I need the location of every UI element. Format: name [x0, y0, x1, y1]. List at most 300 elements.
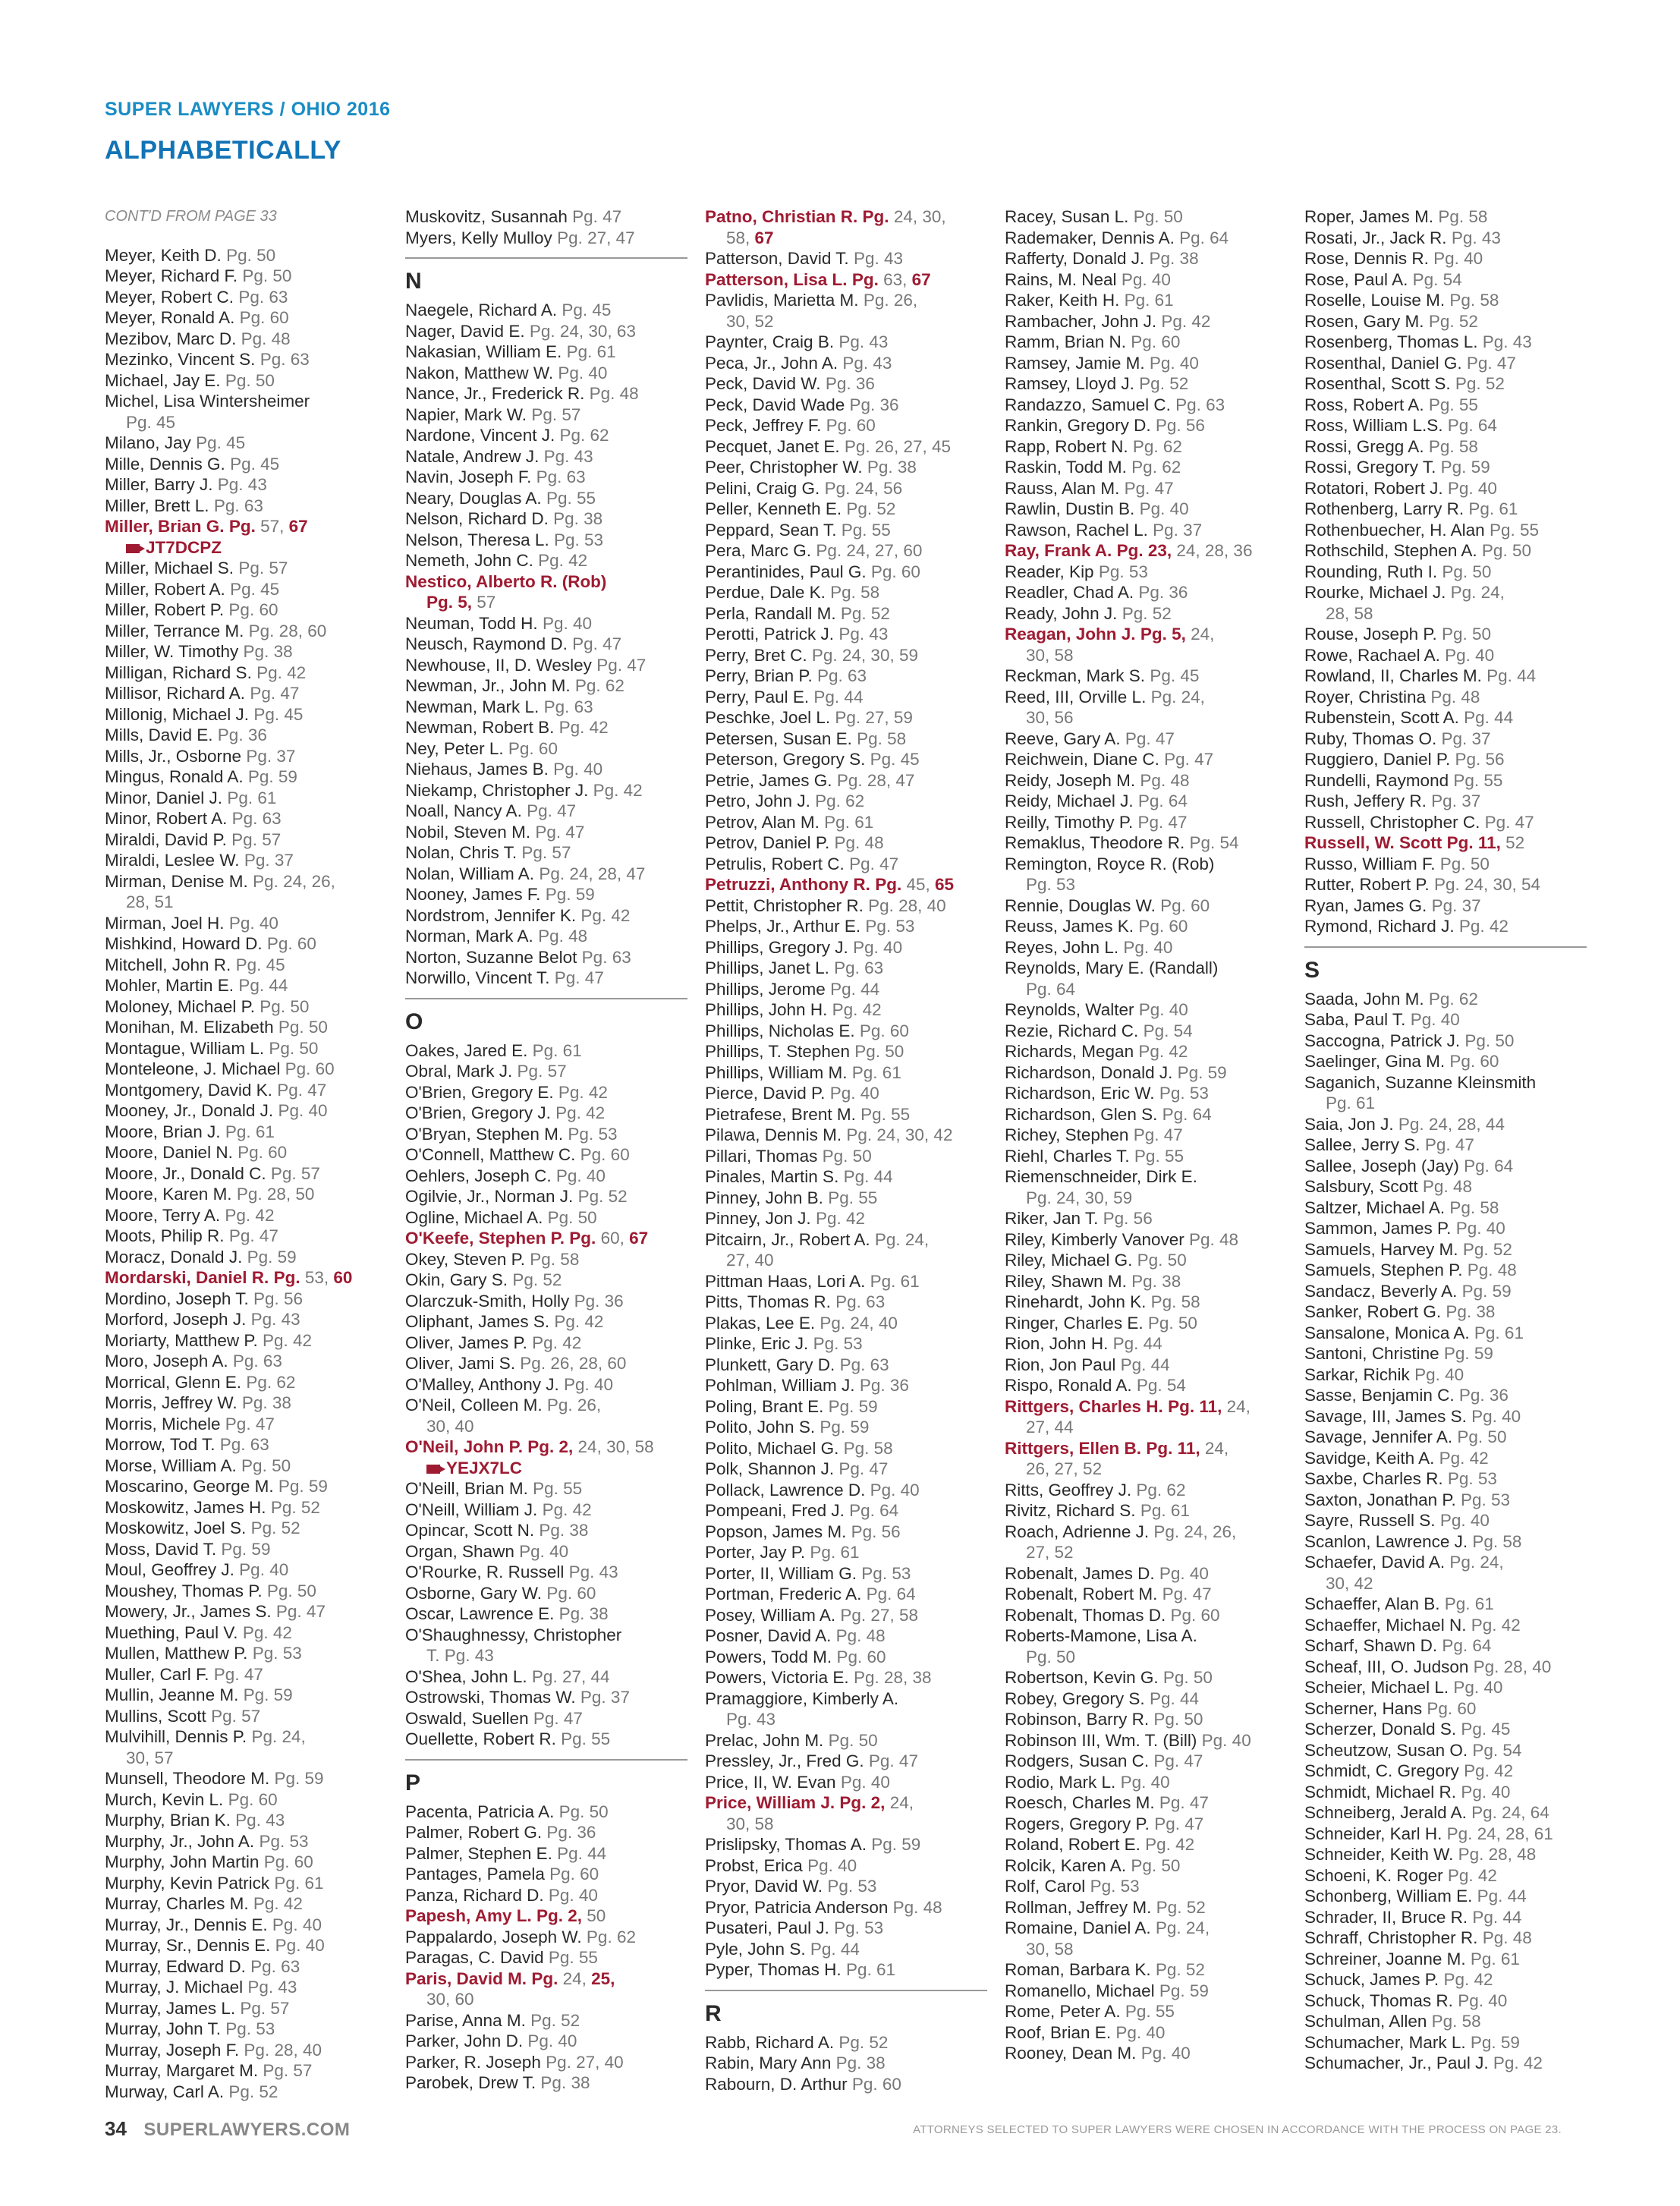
list-item[interactable] — [1005, 874, 1287, 895]
list-item[interactable] — [1304, 206, 1587, 228]
list-item[interactable] — [105, 683, 387, 704]
list-item[interactable] — [1005, 415, 1287, 436]
list-item[interactable] — [705, 395, 987, 416]
site-link[interactable]: SUPERLAWYERS.COM — [143, 2119, 351, 2140]
list-item[interactable] — [1005, 603, 1287, 625]
list-item[interactable] — [1304, 332, 1587, 353]
list-item[interactable] — [105, 1998, 387, 2019]
list-item[interactable] — [1005, 791, 1287, 812]
list-item[interactable] — [1005, 1834, 1287, 1855]
list-item[interactable] — [1304, 1719, 1587, 1740]
list-item[interactable] — [405, 1947, 687, 1968]
list-item[interactable] — [105, 1017, 387, 1038]
list-item[interactable] — [1005, 624, 1287, 645]
list-item[interactable] — [405, 1082, 687, 1103]
list-item[interactable] — [705, 1062, 987, 1084]
list-item[interactable] — [1005, 1688, 1287, 1710]
list-item[interactable] — [705, 1083, 987, 1104]
list-item[interactable] — [1005, 520, 1287, 541]
list-item[interactable] — [405, 1729, 687, 1750]
list-item[interactable] — [1005, 1814, 1287, 1835]
list-item[interactable] — [705, 1125, 987, 1146]
list-item[interactable] — [1005, 1062, 1287, 1084]
list-item[interactable] — [405, 1478, 687, 1500]
list-item[interactable] — [105, 933, 387, 955]
list-item[interactable] — [1304, 749, 1587, 770]
list-item[interactable] — [1304, 895, 1587, 917]
list-item[interactable] — [705, 999, 987, 1021]
list-item[interactable] — [105, 1351, 387, 1372]
list-item[interactable] — [705, 499, 987, 520]
list-item[interactable] — [405, 530, 687, 551]
list-item[interactable] — [1304, 1427, 1587, 1448]
list-item[interactable] — [105, 1476, 387, 1497]
list-item[interactable] — [105, 1581, 387, 1602]
list-item[interactable] — [705, 1459, 987, 1480]
list-item[interactable] — [1304, 1740, 1587, 1761]
list-item[interactable] — [705, 1166, 987, 1188]
list-item[interactable] — [705, 666, 987, 687]
list-item[interactable] — [705, 1396, 987, 1418]
list-item[interactable] — [705, 1146, 987, 1167]
list-item[interactable] — [705, 1417, 987, 1438]
list-item[interactable] — [1005, 958, 1287, 979]
list-item[interactable] — [105, 829, 387, 851]
list-item[interactable] — [705, 1772, 987, 1793]
list-item[interactable] — [1304, 624, 1587, 645]
list-item[interactable] — [705, 2053, 987, 2074]
list-item[interactable] — [1005, 1625, 1287, 1647]
list-item[interactable] — [1304, 1990, 1587, 2012]
list-item[interactable] — [705, 645, 987, 666]
list-item[interactable] — [1005, 1542, 1287, 1563]
list-item[interactable] — [705, 2032, 987, 2053]
list-item[interactable] — [1005, 895, 1287, 917]
list-item[interactable] — [105, 1038, 387, 1059]
list-item[interactable] — [1304, 311, 1587, 332]
list-item[interactable] — [405, 1968, 687, 1990]
list-item[interactable] — [1304, 791, 1587, 812]
list-item[interactable] — [1304, 395, 1587, 416]
list-item[interactable] — [405, 1843, 687, 1865]
list-item[interactable] — [1005, 290, 1287, 311]
list-item[interactable] — [1304, 457, 1587, 478]
list-item[interactable] — [1304, 1865, 1587, 1887]
list-item[interactable] — [1005, 812, 1287, 833]
list-item[interactable] — [405, 1416, 687, 1437]
list-item[interactable] — [1005, 540, 1287, 562]
list-item[interactable] — [405, 1353, 687, 1374]
list-item[interactable] — [105, 1789, 387, 1811]
list-item[interactable] — [105, 474, 387, 496]
list-item[interactable] — [405, 1249, 687, 1270]
list-item[interactable] — [1304, 1657, 1587, 1678]
list-item[interactable] — [705, 540, 987, 562]
list-item[interactable] — [1304, 687, 1587, 708]
list-item[interactable] — [705, 1333, 987, 1355]
list-item[interactable] — [705, 1563, 987, 1584]
list-item[interactable] — [1304, 582, 1587, 603]
list-item[interactable] — [405, 1520, 687, 1541]
list-item[interactable] — [405, 1708, 687, 1729]
list-item[interactable] — [1005, 1751, 1287, 1772]
list-item[interactable] — [405, 968, 687, 989]
list-item[interactable] — [705, 1959, 987, 1981]
list-item[interactable] — [705, 1542, 987, 1563]
list-item[interactable] — [405, 1144, 687, 1166]
list-item[interactable] — [405, 363, 687, 384]
list-item[interactable] — [1304, 1343, 1587, 1364]
list-item[interactable] — [1005, 436, 1287, 458]
list-item[interactable] — [705, 1625, 987, 1647]
list-item[interactable] — [105, 579, 387, 600]
list-item[interactable] — [1005, 1229, 1287, 1251]
list-item[interactable] — [405, 1061, 687, 1082]
list-item[interactable] — [405, 1905, 687, 1927]
list-item[interactable] — [105, 1559, 387, 1581]
list-item[interactable] — [105, 1539, 387, 1560]
list-item[interactable] — [105, 725, 387, 746]
list-item[interactable] — [705, 1188, 987, 1209]
list-item[interactable] — [405, 1989, 687, 2010]
list-item[interactable] — [105, 1393, 387, 1414]
list-item[interactable] — [1005, 770, 1287, 791]
list-item[interactable] — [705, 979, 987, 1000]
list-item[interactable] — [1005, 666, 1287, 687]
list-item[interactable] — [1005, 499, 1287, 520]
list-item[interactable] — [1005, 1417, 1287, 1438]
list-item[interactable] — [1005, 1897, 1287, 1918]
list-item[interactable] — [405, 1270, 687, 1291]
list-item[interactable] — [1304, 832, 1587, 854]
list-item[interactable] — [105, 1873, 387, 1894]
list-item[interactable] — [105, 516, 387, 537]
list-item[interactable] — [705, 206, 987, 228]
list-item[interactable] — [1304, 1093, 1587, 1114]
list-item[interactable] — [1304, 1844, 1587, 1865]
list-item[interactable] — [1005, 1292, 1287, 1313]
list-item[interactable] — [1304, 1072, 1587, 1094]
list-item[interactable] — [1304, 478, 1587, 499]
list-item[interactable] — [1005, 999, 1287, 1021]
list-item[interactable] — [1304, 1615, 1587, 1636]
list-item[interactable] — [405, 2072, 687, 2094]
list-item[interactable] — [105, 1080, 387, 1101]
list-item[interactable] — [705, 269, 987, 291]
list-item[interactable] — [105, 1852, 387, 1873]
list-item[interactable] — [1005, 353, 1287, 374]
list-item[interactable] — [1005, 979, 1287, 1000]
list-item[interactable] — [1005, 2043, 1287, 2064]
list-item[interactable] — [105, 245, 387, 266]
list-item[interactable] — [105, 1414, 387, 1435]
list-item[interactable] — [1005, 937, 1287, 958]
list-item[interactable] — [405, 1562, 687, 1583]
list-item[interactable] — [1005, 645, 1287, 666]
list-item[interactable] — [1304, 1698, 1587, 1720]
list-item[interactable] — [1304, 1051, 1587, 1072]
list-item[interactable] — [105, 391, 387, 412]
list-item[interactable] — [1005, 1605, 1287, 1626]
list-item[interactable] — [1005, 1313, 1287, 1334]
list-item[interactable] — [1304, 874, 1587, 895]
list-item[interactable] — [1304, 499, 1587, 520]
list-item[interactable] — [705, 1667, 987, 1688]
list-item[interactable] — [705, 332, 987, 353]
list-item[interactable] — [405, 717, 687, 738]
list-item[interactable] — [1005, 1396, 1287, 1418]
list-item[interactable] — [705, 1375, 987, 1396]
list-item[interactable] — [405, 738, 687, 760]
list-item[interactable] — [705, 791, 987, 812]
list-item[interactable] — [705, 1522, 987, 1543]
list-item[interactable] — [105, 1893, 387, 1915]
list-item[interactable] — [705, 1041, 987, 1062]
list-item[interactable] — [105, 1163, 387, 1185]
list-item[interactable] — [105, 1518, 387, 1539]
list-item[interactable] — [1304, 520, 1587, 541]
list-item[interactable] — [1304, 989, 1587, 1010]
list-item[interactable] — [705, 707, 987, 729]
list-item[interactable] — [405, 300, 687, 321]
list-item[interactable] — [405, 634, 687, 655]
list-item[interactable] — [1005, 332, 1287, 353]
list-item[interactable] — [405, 822, 687, 843]
list-item[interactable] — [405, 884, 687, 905]
list-item[interactable] — [405, 508, 687, 530]
list-item[interactable] — [1005, 749, 1287, 770]
list-item[interactable] — [705, 874, 987, 895]
list-item[interactable] — [1005, 707, 1287, 729]
list-item[interactable] — [405, 1802, 687, 1823]
list-item[interactable] — [1005, 729, 1287, 750]
list-item[interactable] — [1304, 770, 1587, 791]
list-item[interactable] — [1304, 2032, 1587, 2053]
list-item[interactable] — [705, 770, 987, 791]
list-item[interactable] — [405, 1541, 687, 1562]
list-item[interactable] — [1304, 1761, 1587, 1782]
list-item[interactable] — [105, 1142, 387, 1163]
list-item[interactable] — [705, 1480, 987, 1501]
list-item[interactable] — [1304, 1260, 1587, 1281]
list-item[interactable] — [405, 1228, 687, 1249]
list-item[interactable] — [105, 454, 387, 475]
list-item[interactable] — [1005, 1876, 1287, 1897]
list-item[interactable] — [1304, 1301, 1587, 1323]
list-item[interactable] — [1005, 582, 1287, 603]
list-item[interactable] — [105, 850, 387, 871]
list-item[interactable] — [1304, 1197, 1587, 1219]
list-item[interactable] — [405, 550, 687, 571]
list-item[interactable] — [1005, 269, 1287, 291]
list-item[interactable] — [1005, 1188, 1287, 1209]
list-item[interactable] — [705, 373, 987, 395]
list-item[interactable] — [1005, 1563, 1287, 1584]
list-item[interactable] — [105, 1122, 387, 1143]
list-item[interactable] — [705, 1688, 987, 1710]
list-item[interactable] — [705, 937, 987, 958]
list-item[interactable] — [1005, 395, 1287, 416]
list-item[interactable] — [405, 206, 687, 228]
list-item[interactable] — [1005, 1125, 1287, 1146]
list-item[interactable] — [1304, 1114, 1587, 1135]
list-item[interactable] — [705, 1605, 987, 1626]
list-item[interactable] — [405, 1822, 687, 1843]
list-item[interactable] — [105, 2060, 387, 2082]
list-item[interactable] — [1304, 269, 1587, 291]
list-item[interactable] — [1005, 2001, 1287, 2022]
list-item[interactable] — [1304, 1490, 1587, 1511]
list-item[interactable] — [405, 1927, 687, 1948]
list-item[interactable] — [705, 290, 987, 311]
list-item[interactable] — [105, 1706, 387, 1727]
list-item[interactable] — [405, 1583, 687, 1604]
list-item[interactable] — [105, 788, 387, 809]
list-item[interactable] — [1304, 1218, 1587, 1239]
list-item[interactable] — [405, 1603, 687, 1625]
list-item[interactable] — [705, 1355, 987, 1376]
list-item[interactable] — [705, 1730, 987, 1751]
list-item[interactable] — [405, 1645, 687, 1666]
list-item[interactable] — [705, 1647, 987, 1668]
list-item[interactable] — [405, 1666, 687, 1688]
list-item[interactable] — [105, 1601, 387, 1622]
list-item[interactable] — [1005, 1208, 1287, 1229]
list-item[interactable] — [105, 1915, 387, 1936]
list-item[interactable] — [105, 975, 387, 996]
list-item[interactable] — [105, 955, 387, 976]
list-item[interactable] — [1304, 2011, 1587, 2032]
list-item[interactable] — [405, 926, 687, 947]
list-item[interactable] — [105, 1810, 387, 1831]
list-item[interactable] — [705, 1500, 987, 1522]
list-item[interactable] — [105, 1831, 387, 1852]
list-item[interactable] — [405, 488, 687, 509]
list-item[interactable] — [105, 496, 387, 517]
list-item[interactable] — [1304, 707, 1587, 729]
list-item[interactable] — [705, 1208, 987, 1229]
list-item[interactable] — [1005, 1041, 1287, 1062]
list-item[interactable] — [1005, 1250, 1287, 1271]
list-item[interactable] — [105, 1205, 387, 1226]
list-item[interactable] — [1304, 1323, 1587, 1344]
list-item[interactable] — [1005, 1792, 1287, 1814]
list-item[interactable] — [1304, 353, 1587, 374]
list-item[interactable] — [705, 812, 987, 833]
list-item[interactable] — [705, 1438, 987, 1459]
list-item[interactable] — [405, 446, 687, 467]
list-item[interactable] — [705, 1751, 987, 1772]
list-item[interactable] — [405, 697, 687, 718]
list-item[interactable] — [1304, 1134, 1587, 1156]
list-item[interactable] — [1304, 1907, 1587, 1928]
list-item[interactable] — [405, 1333, 687, 1354]
list-item[interactable] — [1304, 1531, 1587, 1553]
list-item[interactable] — [1005, 1981, 1287, 2002]
list-item[interactable] — [1304, 1009, 1587, 1031]
list-item[interactable] — [105, 412, 387, 433]
list-item[interactable] — [1005, 248, 1287, 269]
list-item[interactable] — [105, 1726, 387, 1748]
list-item[interactable] — [1005, 228, 1287, 249]
list-item[interactable] — [1304, 1552, 1587, 1573]
list-item[interactable] — [405, 571, 687, 593]
list-item[interactable] — [1304, 666, 1587, 687]
list-item[interactable] — [705, 520, 987, 541]
list-item[interactable] — [705, 1292, 987, 1313]
list-item[interactable] — [1304, 645, 1587, 666]
list-item[interactable] — [105, 1100, 387, 1122]
list-item[interactable] — [705, 1939, 987, 1960]
list-item[interactable] — [1005, 1855, 1287, 1877]
list-item[interactable] — [1304, 1782, 1587, 1803]
list-item[interactable] — [405, 383, 687, 404]
list-item[interactable] — [105, 1455, 387, 1477]
list-item[interactable] — [705, 729, 987, 750]
list-item[interactable] — [705, 603, 987, 625]
list-item[interactable] — [105, 996, 387, 1018]
list-item[interactable] — [1304, 1886, 1587, 1907]
list-item[interactable] — [705, 436, 987, 458]
list-item[interactable] — [105, 913, 387, 934]
list-item[interactable] — [105, 662, 387, 684]
list-item[interactable] — [1304, 1969, 1587, 1990]
list-item[interactable] — [405, 1040, 687, 1062]
list-item[interactable] — [405, 1311, 687, 1333]
list-item[interactable] — [1304, 1824, 1587, 1845]
list-item[interactable] — [1304, 228, 1587, 249]
list-item[interactable] — [405, 1207, 687, 1229]
list-item[interactable] — [405, 341, 687, 363]
list-item[interactable] — [1304, 1927, 1587, 1949]
list-item[interactable] — [105, 892, 387, 913]
list-item[interactable] — [705, 1918, 987, 1939]
list-item[interactable] — [405, 425, 687, 446]
list-item[interactable] — [1005, 1959, 1287, 1981]
list-item[interactable] — [705, 1584, 987, 1605]
list-item[interactable] — [1005, 1146, 1287, 1167]
list-item[interactable] — [705, 1104, 987, 1125]
list-item[interactable] — [105, 1247, 387, 1268]
list-item[interactable] — [105, 1622, 387, 1644]
list-item[interactable] — [705, 582, 987, 603]
list-item[interactable] — [1304, 562, 1587, 583]
list-item[interactable] — [1304, 1802, 1587, 1824]
list-item[interactable] — [105, 370, 387, 392]
list-item[interactable] — [1304, 540, 1587, 562]
list-item[interactable] — [405, 467, 687, 488]
list-item[interactable] — [705, 1876, 987, 1897]
list-item[interactable] — [705, 958, 987, 979]
list-item[interactable] — [1005, 1500, 1287, 1522]
list-item[interactable] — [405, 1437, 687, 1458]
list-item[interactable] — [1005, 2022, 1287, 2044]
list-item[interactable] — [105, 1768, 387, 1789]
list-item[interactable] — [105, 1434, 387, 1455]
list-item[interactable] — [1005, 916, 1287, 937]
list-item[interactable] — [105, 1935, 387, 1956]
list-item[interactable] — [105, 2040, 387, 2061]
list-item[interactable] — [105, 2082, 387, 2103]
list-item[interactable] — [405, 1103, 687, 1124]
list-item[interactable] — [405, 675, 687, 697]
list-item[interactable] — [705, 687, 987, 708]
list-item[interactable] — [405, 2031, 687, 2052]
list-item[interactable] — [705, 2074, 987, 2095]
list-item[interactable] — [1304, 2053, 1587, 2074]
list-item[interactable] — [705, 1855, 987, 1877]
list-item[interactable] — [405, 321, 687, 342]
